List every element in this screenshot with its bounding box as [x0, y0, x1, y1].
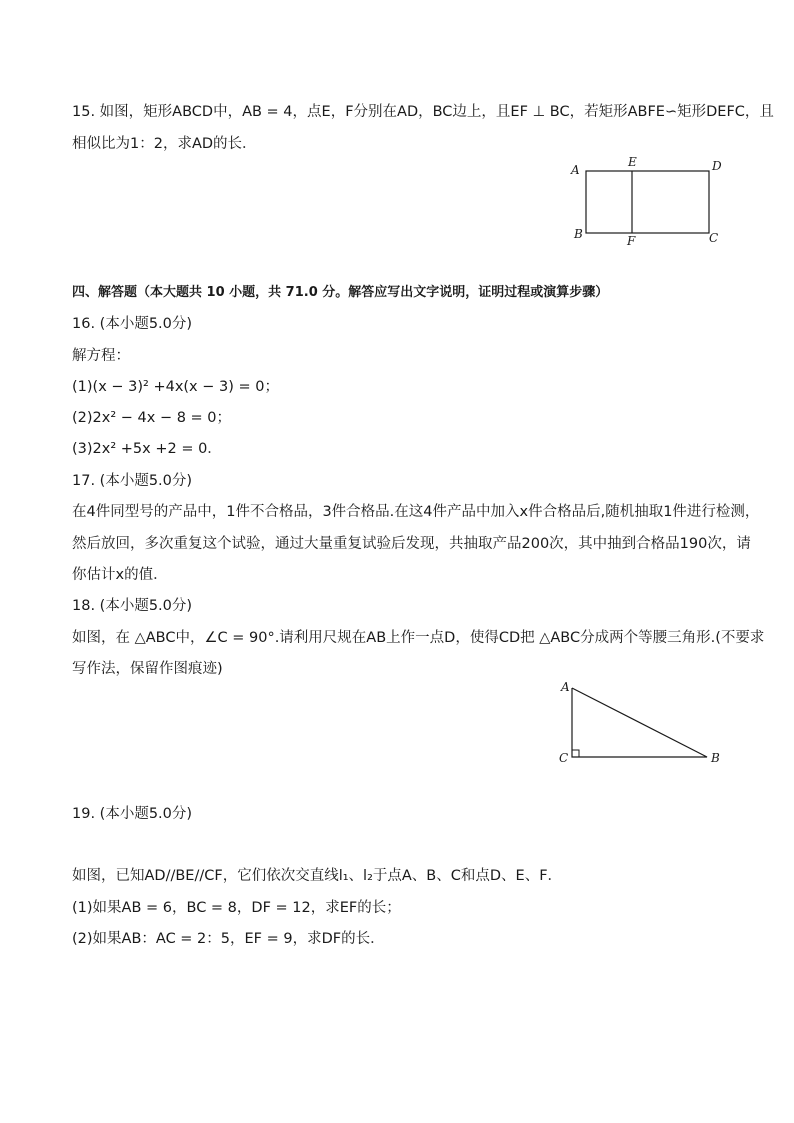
q17-line1: 在4件同型号的产品中，1件不合格品，3件合格品.在这4件产品中加入x件合格品后,随机抽取1件进行检测，: [72, 504, 760, 520]
triangle-abc: [572, 688, 707, 757]
label-f: F: [627, 234, 636, 248]
q19-line2: (1)如果AB = 6，BC = 8，DF = 12，求EF的长；: [72, 900, 401, 916]
label-e: E: [628, 155, 637, 169]
q16-equation-3: (3)2x² +5x +2 = 0．: [72, 441, 222, 457]
q16-header: 16. (本小题5.0分): [72, 316, 193, 332]
label-a: A: [571, 163, 580, 177]
q15-line2: 相似比为1：2，求AD的长．: [72, 136, 257, 152]
q17-line2: 然后放回，多次重复这个试验，通过大量重复试验后发现，共抽取产品200次，其中抽到合格品190次，请: [72, 536, 751, 552]
q16-equation-2: (2)2x² − 4x − 8 = 0；: [72, 410, 232, 426]
label-c: C: [559, 751, 569, 765]
q15-line1: 15. 如图，矩形ABCD中，AB = 4，点E，F分别在AD，BC边上，且EF ⊥ BC，若矩形ABFE∽矩形DEFC，且: [72, 104, 774, 120]
q16-equation-1: (1)(x − 3)² +4x(x − 3) = 0；: [72, 379, 279, 395]
q17-line3: 你估计x的值．: [72, 567, 168, 583]
label-a: A: [561, 680, 570, 694]
label-b: B: [711, 751, 720, 765]
q18-header: 18. (本小题5.0分): [72, 598, 193, 614]
q16-intro: 解方程：: [72, 348, 130, 364]
label-d: D: [712, 159, 722, 173]
rectangle-abcd: [586, 171, 709, 233]
label-b: B: [574, 227, 583, 241]
q18-right-triangle-figure: [552, 676, 732, 771]
q17-header: 17. (本小题5.0分): [72, 473, 193, 489]
right-angle-mark: [572, 750, 579, 757]
label-c: C: [709, 231, 719, 245]
section-heading: 四、解答题（本大题共 10 小题，共 71.0 分。解答应写出文字说明，证明过程或演算步骤）: [72, 285, 609, 300]
q18-line1: 如图，在 △ABC中，∠C = 90°.请利用尺规在AB上作一点D，使得CD把 △ABC分成两个等腰三角形.(不要求: [72, 630, 765, 646]
q19-line3: (2)如果AB：AC = 2：5，EF = 9，求DF的长．: [72, 931, 385, 947]
q19-line1: 如图，已知AD//BE//CF，它们依次交直线l₁、l₂于点A、B、C和点D、E、F．: [72, 868, 563, 884]
q19-header: 19. (本小题5.0分): [72, 806, 193, 822]
q15-rectangle-figure: [568, 155, 728, 250]
q18-line2: 写作法，保留作图痕迹): [72, 661, 223, 677]
